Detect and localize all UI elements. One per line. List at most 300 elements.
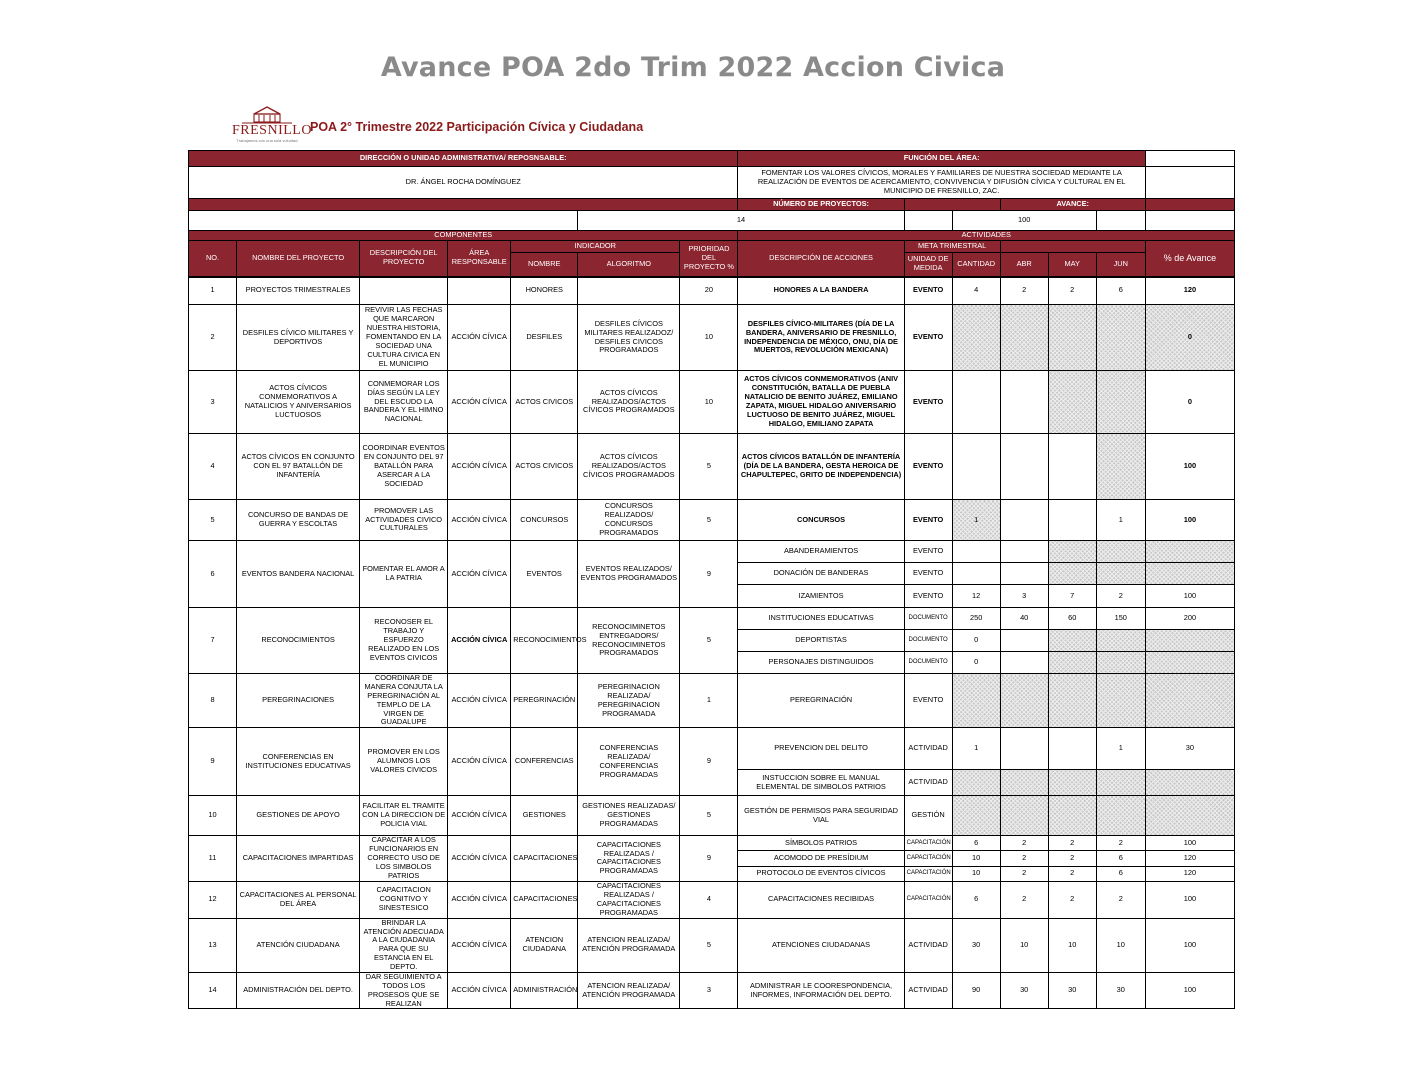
blank-cell	[1145, 211, 1234, 231]
valor-cantidad: 6	[952, 836, 1000, 851]
prioridad: 1	[680, 674, 738, 728]
valor-jun: 10	[1096, 918, 1145, 972]
col-avance-pct: % de Avance	[1145, 241, 1234, 277]
avance-label: AVANCE:	[1000, 199, 1145, 211]
prioridad: 5	[680, 500, 738, 541]
area-responsable: ACCIÓN CÍVICA	[448, 728, 511, 796]
valor-abr: 2	[1000, 881, 1048, 918]
valor-jun	[1096, 305, 1145, 371]
project-no: 7	[189, 608, 237, 674]
table-row	[189, 881, 1235, 918]
project-name: ACTOS CÍVICOS CONMEMORATIVOS A NATALICIOS Y ANIVERSARIOS LUCTUOSOS	[237, 371, 360, 434]
col-meses	[1000, 241, 1145, 253]
indicador-algoritmo: GESTIONES REALIZADAS/ GESTIONES PROGRAMADAS	[578, 796, 680, 836]
area-responsable: ACCIÓN CÍVICA	[448, 674, 511, 728]
project-description: FOMENTAR EL AMOR A LA PATRIA	[360, 541, 448, 608]
valor-may	[1048, 563, 1096, 585]
project-name: PROYECTOS TRIMESTRALES	[237, 277, 360, 305]
area-responsable: ACCIÓN CÍVICA	[448, 500, 511, 541]
valor-abr	[1000, 674, 1048, 728]
poa-table	[188, 150, 1235, 1009]
area-responsable: ACCIÓN CÍVICA	[448, 972, 511, 1009]
project-description: COORDINAR DE MANERA CONJUTA LA PEREGRINACIÓN AL TEMPLO DE LA VIRGEN DE GUADALUPE	[360, 674, 448, 728]
prioridad: 3	[680, 972, 738, 1009]
valor-jun: 2	[1096, 881, 1145, 918]
area-responsable: ACCIÓN CÍVICA	[448, 371, 511, 434]
unidad-medida: CAPACITACIÓN	[904, 836, 952, 851]
valor-abr: 3	[1000, 585, 1048, 608]
project-name: RECONOCIMIENTOS	[237, 608, 360, 674]
indicador-algoritmo: CAPACITACIONES REALIZADAS / CAPACITACIONES PROGRAMADAS	[578, 836, 680, 881]
valor-avance: 100	[1145, 918, 1234, 972]
valor-abr: 30	[1000, 972, 1048, 1009]
valor-abr	[1000, 630, 1048, 652]
accion-descripcion: PEREGRINACIÓN	[738, 674, 904, 728]
valor-abr	[1000, 652, 1048, 674]
accion-descripcion: DONACIÓN DE BANDERAS	[738, 563, 904, 585]
header-fill	[1145, 199, 1234, 211]
project-name: DESFILES CÍVICO MILITARES Y DEPORTIVOS	[237, 305, 360, 371]
indicador-algoritmo: DESFILES CÍVICOS MILITARES REALIZADOZ/ DESFILES CIVICOS PROGRAMADOS	[578, 305, 680, 371]
direccion-label: DIRECCIÓN O UNIDAD ADMINISTRATIVA/ REPOSNSABLE:	[189, 151, 738, 167]
area-responsable: ACCIÓN CÍVICA	[448, 918, 511, 972]
valor-jun: 30	[1096, 972, 1145, 1009]
valor-avance: 100	[1145, 881, 1234, 918]
valor-avance	[1145, 541, 1234, 563]
valor-may	[1048, 728, 1096, 770]
indicador-algoritmo: ACTOS CÍVICOS REALIZADOS/ACTOS CÍVICOS PROGRAMADOS	[578, 371, 680, 434]
col-unidad-medida: UNIDAD DE MEDIDA	[904, 253, 952, 277]
blank-cell	[904, 211, 952, 231]
valor-cantidad: 10	[952, 851, 1000, 866]
project-description: DAR SEGUIMIENTO A TODOS LOS PROSESOS QUE SE REALIZAN	[360, 972, 448, 1009]
accion-descripcion: INSTITUCIONES EDUCATIVAS	[738, 608, 904, 630]
project-name: CONFERENCIAS EN INSTITUCIONES EDUCATIVAS	[237, 728, 360, 796]
project-no: 8	[189, 674, 237, 728]
table-row	[189, 371, 1235, 434]
valor-avance: 100	[1145, 500, 1234, 541]
valor-avance: 120	[1145, 851, 1234, 866]
project-no: 11	[189, 836, 237, 881]
logo-tagline: Trabajamos con una sola voluntad	[236, 138, 298, 143]
valor-may	[1048, 434, 1096, 500]
project-description	[360, 277, 448, 305]
unidad-medida: ACTIVIDAD	[904, 770, 952, 796]
table-row	[189, 608, 1235, 630]
project-no: 13	[189, 918, 237, 972]
valor-avance	[1145, 674, 1234, 728]
project-description: PROMOVER EN LOS ALUMNOS LOS VALORES CIVICOS	[360, 728, 448, 796]
table-row	[189, 796, 1235, 836]
valor-may: 10	[1048, 918, 1096, 972]
col-jun: JUN	[1096, 253, 1145, 277]
accion-descripcion: PERSONAJES DISTINGUIDOS	[738, 652, 904, 674]
valor-cantidad: 6	[952, 881, 1000, 918]
indicador-nombre: HONORES	[511, 277, 578, 305]
prioridad: 4	[680, 881, 738, 918]
accion-descripcion: ABANDERAMIENTOS	[738, 541, 904, 563]
unidad-medida: EVENTO	[904, 277, 952, 305]
area-responsable: ACCIÓN CÍVICA	[448, 881, 511, 918]
unidad-medida: EVENTO	[904, 305, 952, 371]
unidad-medida: DOCUMENTO	[904, 608, 952, 630]
blank-cell	[1145, 167, 1234, 199]
unidad-medida: ACTIVIDAD	[904, 728, 952, 770]
prioridad: 10	[680, 305, 738, 371]
valor-avance: 200	[1145, 608, 1234, 630]
valor-cantidad: 10	[952, 866, 1000, 881]
valor-jun: 2	[1096, 836, 1145, 851]
accion-descripcion: CAPACITACIONES RECIBIDAS	[738, 881, 904, 918]
area-responsable: ACCIÓN CÍVICA	[448, 608, 511, 674]
table-row	[189, 728, 1235, 770]
accion-descripcion: HONORES A LA BANDERA	[738, 277, 904, 305]
valor-avance: 100	[1145, 585, 1234, 608]
valor-jun	[1096, 674, 1145, 728]
valor-cantidad: 30	[952, 918, 1000, 972]
valor-may	[1048, 770, 1096, 796]
accion-descripcion: ACOMODO DE PRESÍDIUM	[738, 851, 904, 866]
area-responsable: ACCIÓN CÍVICA	[448, 541, 511, 608]
project-name: ACTOS CÍVICOS EN CONJUNTO CON EL 97 BATALLÓN DE INFANTERÍA	[237, 434, 360, 500]
unidad-medida: EVENTO	[904, 434, 952, 500]
valor-cantidad	[952, 563, 1000, 585]
valor-cantidad	[952, 674, 1000, 728]
valor-may	[1048, 305, 1096, 371]
indicador-nombre: PEREGRINACIÓN	[511, 674, 578, 728]
project-no: 5	[189, 500, 237, 541]
prioridad: 5	[680, 796, 738, 836]
project-no: 9	[189, 728, 237, 796]
valor-may	[1048, 652, 1096, 674]
valor-may: 7	[1048, 585, 1096, 608]
valor-may	[1048, 674, 1096, 728]
project-name: EVENTOS BANDERA NACIONAL	[237, 541, 360, 608]
valor-abr	[1000, 371, 1048, 434]
indicador-algoritmo: EVENTOS REALIZADOS/ EVENTOS PROGRAMADOS	[578, 541, 680, 608]
valor-may: 2	[1048, 277, 1096, 305]
table-row	[189, 500, 1235, 541]
indicador-algoritmo: CONFERENCIAS REALIZADA/ CONFERENCIAS PROGRAMADAS	[578, 728, 680, 796]
indicador-algoritmo: CONCURSOS REALIZADOS/ CONCURSOS PROGRAMADOS	[578, 500, 680, 541]
valor-jun: 2	[1096, 585, 1145, 608]
indicador-algoritmo: ATENCION REALIZADA/ ATENCIÓN PROGRAMADA	[578, 972, 680, 1009]
accion-descripcion: GESTIÓN DE PERMISOS PARA SEGURIDAD VIAL	[738, 796, 904, 836]
project-no: 14	[189, 972, 237, 1009]
col-nombre-proyecto: NOMBRE DEL PROYECTO	[237, 241, 360, 277]
avance-value: 100	[952, 211, 1096, 231]
valor-jun	[1096, 770, 1145, 796]
valor-avance: 120	[1145, 277, 1234, 305]
project-description: PROMOVER LAS ACTIVIDADES CIVICO CULTURALES	[360, 500, 448, 541]
table-row	[189, 918, 1235, 972]
unidad-medida: DOCUMENTO	[904, 630, 952, 652]
valor-avance	[1145, 630, 1234, 652]
valor-jun	[1096, 796, 1145, 836]
accion-descripcion: PREVENCION DEL DELITO	[738, 728, 904, 770]
table-row	[189, 541, 1235, 563]
accion-descripcion: ATENCIONES CIUDADANAS	[738, 918, 904, 972]
valor-may: 2	[1048, 851, 1096, 866]
unidad-medida: EVENTO	[904, 674, 952, 728]
project-name: PEREGRINACIONES	[237, 674, 360, 728]
accion-descripcion: PROTOCOLO DE EVENTOS CÍVICOS	[738, 866, 904, 881]
col-cantidad: CANTIDAD	[952, 253, 1000, 277]
valor-jun	[1096, 630, 1145, 652]
project-name: CAPACITACIONES IMPARTIDAS	[237, 836, 360, 881]
project-no: 4	[189, 434, 237, 500]
accion-descripcion: SÍMBOLOS PATRIOS	[738, 836, 904, 851]
valor-may	[1048, 541, 1096, 563]
accion-descripcion: CONCURSOS	[738, 500, 904, 541]
project-description: CAPACITAR A LOS FUNCIONARIOS EN CORRECTO USO DE LOS SIMBOLOS PATRIOS	[360, 836, 448, 881]
valor-jun: 6	[1096, 866, 1145, 881]
col-algoritmo: ALGORITMO	[578, 253, 680, 277]
project-description: CONMEMORAR LOS DÍAS SEGÚN LA LEY DEL ESCUDO LA BANDERA Y EL HIMNO NACIONAL	[360, 371, 448, 434]
valor-abr: 2	[1000, 836, 1048, 851]
valor-abr: 2	[1000, 851, 1048, 866]
valor-abr	[1000, 500, 1048, 541]
indicador-nombre: EVENTOS	[511, 541, 578, 608]
project-no: 12	[189, 881, 237, 918]
project-no: 3	[189, 371, 237, 434]
accion-descripcion: ADMINISTRAR LE COORESPONDENCIA, INFORMES, INFORMACIÓN DEL DEPTO.	[738, 972, 904, 1009]
valor-cantidad	[952, 770, 1000, 796]
table-row	[189, 305, 1235, 371]
prioridad: 20	[680, 277, 738, 305]
col-descripcion-proyecto: DESCRIPCIÓN DEL PROYECTO	[360, 241, 448, 277]
funcion-area: FOMENTAR LOS VALORES CÍVICOS, MORALES Y FAMILIARES DE NUESTRA SOCIEDAD MEDIANTE LA REALIZACIÓN DE EVENTOS DE ACERCAMIENTO, CONVIVENCIA Y DIFUSIÓN CÍVICA Y CULTURAL EN EL MUNICIPIO DE FRESNILLO, ZAC.	[738, 167, 1145, 199]
indicador-nombre: CONCURSOS	[511, 500, 578, 541]
valor-avance	[1145, 563, 1234, 585]
indicador-nombre: ADMINISTRACIÓN	[511, 972, 578, 1009]
area-responsable	[448, 277, 511, 305]
valor-cantidad	[952, 434, 1000, 500]
valor-cantidad: 0	[952, 652, 1000, 674]
prioridad: 9	[680, 836, 738, 881]
accion-descripcion: INSTUCCION SOBRE EL MANUAL ELEMENTAL DE SIMBOLOS PATRIOS	[738, 770, 904, 796]
valor-avance: 30	[1145, 728, 1234, 770]
col-prioridad	[680, 241, 738, 277]
num-proyectos-value: 14	[578, 211, 904, 231]
valor-abr: 40	[1000, 608, 1048, 630]
num-proyectos-label: NÚMERO DE PROYECTOS:	[738, 199, 904, 211]
valor-abr	[1000, 728, 1048, 770]
prioridad: 9	[680, 728, 738, 796]
col-indicador: INDICADOR	[511, 241, 680, 253]
subtitle: POA 2° Trimestre 2022 Participación Cívica y Ciudadana	[310, 120, 644, 134]
valor-jun	[1096, 434, 1145, 500]
building-icon	[232, 106, 302, 124]
valor-cantidad: 0	[952, 630, 1000, 652]
valor-cantidad	[952, 371, 1000, 434]
blank-cell	[189, 211, 578, 231]
accion-descripcion: ACTOS CÍVICOS CONMEMORATIVOS (ANIV CONSTITUCIÓN, BATALLA DE PUEBLA NATALICIO DE BENITO JUÁREZ, EMILIANO ZAPATA, MIGUEL HIDALGO ANIVERSARIO LUCTUOSO DE BENITO JUÁREZ, MIGUEL HIDALGO, EMILIANO ZAPATA	[738, 371, 904, 434]
indicador-algoritmo: CAPACITACIONES REALIZADAS / CAPACITACIONES PROGRAMADAS	[578, 881, 680, 918]
valor-abr: 2	[1000, 277, 1048, 305]
project-description: COORDINAR EVENTOS EN CONJUNTO DEL 97 BATALLÓN PARA ASERCAR A LA SOCIEDAD	[360, 434, 448, 500]
col-abr: ABR	[1000, 253, 1048, 277]
valor-abr	[1000, 541, 1048, 563]
indicador-nombre: CAPACITACIONES	[511, 836, 578, 881]
project-name: ATENCIÓN CIUDADANA	[237, 918, 360, 972]
table-row	[189, 972, 1235, 1009]
area-responsable: ACCIÓN CÍVICA	[448, 796, 511, 836]
project-name: CAPACITACIONES AL PERSONAL DEL ÁREA	[237, 881, 360, 918]
valor-may: 60	[1048, 608, 1096, 630]
project-name: GESTIONES DE APOYO	[237, 796, 360, 836]
valor-may	[1048, 371, 1096, 434]
unidad-medida: EVENTO	[904, 500, 952, 541]
unidad-medida: EVENTO	[904, 585, 952, 608]
col-meta-trimestral: META TRIMESTRAL	[904, 241, 1000, 253]
indicador-nombre: ACTOS CIVICOS	[511, 371, 578, 434]
valor-may: 2	[1048, 881, 1096, 918]
unidad-medida: ACTIVIDAD	[904, 972, 952, 1009]
unidad-medida: GESTIÓN	[904, 796, 952, 836]
area-responsable: ACCIÓN CÍVICA	[448, 836, 511, 881]
valor-avance: 100	[1145, 836, 1234, 851]
accion-descripcion: DESFILES CÍVICO-MILITARES (DÍA DE LA BANDERA, ANIVERSARIO DE FRESNILLO, INDEPENDENCIA DE MÉXICO, ONU, DÍA DE MUERTOS, REVOLUCIÓN MEXICANA)	[738, 305, 904, 371]
valor-avance: 100	[1145, 972, 1234, 1009]
valor-may: 30	[1048, 972, 1096, 1009]
indicador-nombre: RECONOCIMIENTOS	[511, 608, 578, 674]
unidad-medida: EVENTO	[904, 371, 952, 434]
prioridad-label: PRIORIDAD DEL PROYECTO	[683, 243, 730, 271]
valor-cantidad: 1	[952, 728, 1000, 770]
header-fill	[904, 199, 1000, 211]
valor-abr	[1000, 770, 1048, 796]
col-ind-nombre: NOMBRE	[511, 253, 578, 277]
valor-avance: 0	[1145, 305, 1234, 371]
unidad-medida: EVENTO	[904, 563, 952, 585]
valor-avance	[1145, 652, 1234, 674]
project-description: CAPACITACION COGNITIVO Y SINESTESICO	[360, 881, 448, 918]
valor-jun	[1096, 371, 1145, 434]
valor-jun	[1096, 652, 1145, 674]
valor-jun	[1096, 563, 1145, 585]
prioridad: 5	[680, 918, 738, 972]
indicador-nombre: DESFILES	[511, 305, 578, 371]
indicador-algoritmo	[578, 277, 680, 305]
indicador-nombre: GESTIONES	[511, 796, 578, 836]
project-no: 6	[189, 541, 237, 608]
table-row	[189, 674, 1235, 728]
page-title: Avance POA 2do Trim 2022 Accion Civica	[380, 52, 1006, 83]
indicador-algoritmo: ACTOS CÍVICOS REALIZADOS/ACTOS CÍVICOS PROGRAMADOS	[578, 434, 680, 500]
prioridad: 9	[680, 541, 738, 608]
valor-abr	[1000, 434, 1048, 500]
blank-cell	[1096, 211, 1145, 231]
logo-name: FRESNILLO	[232, 123, 312, 138]
project-no: 10	[189, 796, 237, 836]
valor-cantidad	[952, 541, 1000, 563]
valor-abr: 10	[1000, 918, 1048, 972]
project-no: 1	[189, 277, 237, 305]
col-may: MAY	[1048, 253, 1096, 277]
fresnillo-logo	[232, 106, 312, 143]
col-no: NO.	[189, 241, 237, 277]
project-description: BRINDAR LA ATENCIÓN ADECUADA A LA CIUDADANIA PARA QUE SU ESTANCIA EN EL DEPTO.	[360, 918, 448, 972]
unidad-medida: CAPACITACIÓN	[904, 881, 952, 918]
indicador-algoritmo: RECONOCIMINETOS ENTREGADORS/ RECONOCIMINETOS PROGRAMADOS	[578, 608, 680, 674]
accion-descripcion: DEPORTISTAS	[738, 630, 904, 652]
col-descripcion-acciones: DESCRIPCIÓN DE ACCIONES	[738, 241, 904, 277]
project-description: RECONOSER EL TRABAJO Y ESFUERZO REALIZADO EN LOS EVENTOS CIVICOS	[360, 608, 448, 674]
valor-may	[1048, 630, 1096, 652]
project-name: ADMINISTRACIÓN DEL DEPTO.	[237, 972, 360, 1009]
funcion-label: FUNCIÓN DEL ÁREA:	[738, 151, 1145, 167]
valor-cantidad	[952, 796, 1000, 836]
valor-jun	[1096, 541, 1145, 563]
valor-may	[1048, 500, 1096, 541]
valor-jun: 150	[1096, 608, 1145, 630]
responsable: DR. ÁNGEL ROCHA DOMÍNGUEZ	[189, 167, 738, 199]
header-fill	[189, 199, 738, 211]
table-row	[189, 277, 1235, 305]
indicador-nombre: CAPACITACIONES	[511, 881, 578, 918]
indicador-nombre: CONFERENCIAS	[511, 728, 578, 796]
valor-avance: 100	[1145, 434, 1234, 500]
valor-avance: 0	[1145, 371, 1234, 434]
unidad-medida: CAPACITACIÓN	[904, 866, 952, 881]
valor-cantidad: 1	[952, 500, 1000, 541]
prioridad: 10	[680, 371, 738, 434]
project-no: 2	[189, 305, 237, 371]
indicador-algoritmo: PEREGRINACION REALIZADA/ PEREGRINACION PROGRAMADA	[578, 674, 680, 728]
valor-avance	[1145, 770, 1234, 796]
valor-may	[1048, 796, 1096, 836]
area-responsable: ACCIÓN CÍVICA	[448, 305, 511, 371]
project-description: FACILITAR EL TRAMITE CON LA DIRECCION DE POLICIA VIAL	[360, 796, 448, 836]
valor-cantidad: 4	[952, 277, 1000, 305]
valor-avance	[1145, 796, 1234, 836]
prioridad-pct: %	[727, 261, 734, 271]
col-area-responsable: ÁREA RESPONSABLE	[448, 241, 511, 277]
unidad-medida: EVENTO	[904, 541, 952, 563]
project-description: REVIVIR LAS FECHAS QUE MARCARON NUESTRA HISTORIA, FOMENTANDO EN LA SOCIEDAD UNA CULTURA CIVICA EN EL MUNICIPIO	[360, 305, 448, 371]
valor-abr	[1000, 305, 1048, 371]
valor-abr	[1000, 563, 1048, 585]
prioridad: 5	[680, 434, 738, 500]
blank-cell	[1145, 151, 1234, 167]
prioridad: 5	[680, 608, 738, 674]
valor-abr: 2	[1000, 866, 1048, 881]
accion-descripcion: ACTOS CÍVICOS BATALLÓN DE INFANTERÍA (DÍA DE LA BANDERA, GESTA HEROICA DE CHAPULTEPEC, GRITO DE INDEPENDENCIA)	[738, 434, 904, 500]
valor-jun: 6	[1096, 277, 1145, 305]
valor-cantidad	[952, 305, 1000, 371]
accion-descripcion: IZAMIENTOS	[738, 585, 904, 608]
project-name: CONCURSO DE BANDAS DE GUERRA Y ESCOLTAS	[237, 500, 360, 541]
unidad-medida: ACTIVIDAD	[904, 918, 952, 972]
valor-avance: 120	[1145, 866, 1234, 881]
valor-cantidad: 90	[952, 972, 1000, 1009]
valor-may: 2	[1048, 866, 1096, 881]
unidad-medida: CAPACITACIÓN	[904, 851, 952, 866]
unidad-medida: DOCUMENTO	[904, 652, 952, 674]
valor-abr	[1000, 796, 1048, 836]
actividades-label: ACTIVIDADES	[738, 231, 1235, 241]
valor-jun: 1	[1096, 500, 1145, 541]
table-row	[189, 434, 1235, 500]
valor-may: 2	[1048, 836, 1096, 851]
valor-jun: 6	[1096, 851, 1145, 866]
table-row	[189, 836, 1235, 851]
indicador-algoritmo: ATENCION REALIZADA/ ATENCIÓN PROGRAMADA	[578, 918, 680, 972]
valor-jun: 1	[1096, 728, 1145, 770]
componentes-label: COMPONENTES	[189, 231, 738, 241]
valor-cantidad: 250	[952, 608, 1000, 630]
